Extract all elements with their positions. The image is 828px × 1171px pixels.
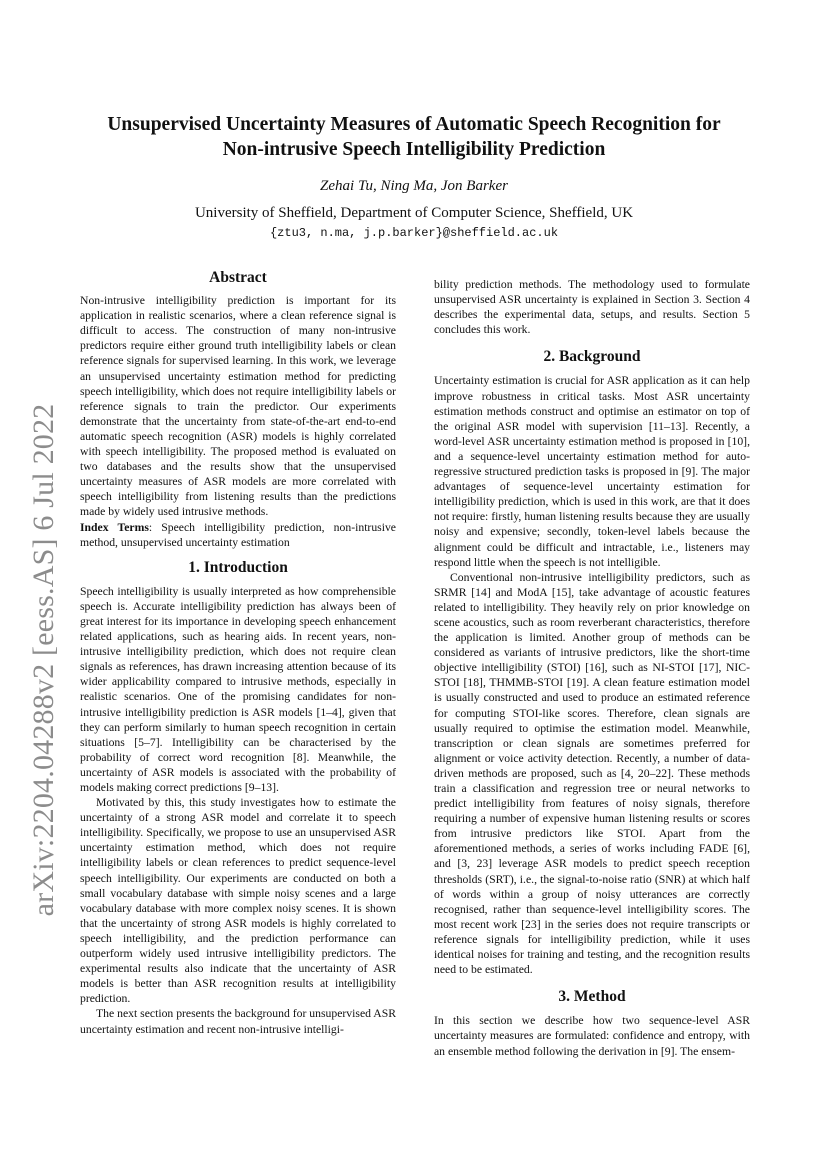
paper-title [80, 112, 748, 162]
paper-header [80, 112, 748, 240]
introduction-paragraph-1: Speech intelligibility is usually interpreted as how comprehensible speech is. Accurate intelligibility prediction has always been of great interest for its importance in developing speech enhancement related applications, such as hearing aids. In recent years, non-intrusive intelligibility prediction, which does not require clean signals as references, has drawn increasing attention because of its wider applicability compared to intrusive methods, especially in realistic scenarios. One of the promising candidates for non-intrusive intelligibility prediction is ASR models [1–4], given that they can perform similarly to human speech recognition in certain situations [5–7]. Intelligibility can be characterised by the probability of correct word recognition [8]. Meanwhile, the uncertainty of ASR models is associated with the probability of models making correct predictions [9–13]. [80, 584, 396, 794]
authors: Zehai Tu, Ning Ma, Jon Barker [320, 178, 508, 194]
title-line-1: Unsupervised Uncertainty Measures of Automatic Speech Recognition for [107, 114, 721, 135]
background-heading: 2. Background [543, 348, 641, 366]
introduction-heading: 1. Introduction [188, 558, 288, 576]
introduction-continuation: bility prediction methods. The methodology used to formulate unsupervised ASR uncertainty is explained in Section 3. Section 4 describes the experimental data, setups, and results. Section 5 concludes this work. [434, 278, 750, 337]
affiliation: University of Sheffield, Department of Computer Science, Sheffield, UK [194, 205, 634, 221]
arxiv-sidebar [20, 370, 68, 950]
method-heading: 3. Method [558, 988, 626, 1006]
background-paragraph-1: Uncertainty estimation is crucial for ASR application as it can help improve robustness in critical tasks. Most ASR uncertainty estimation methods construct and optimise an estimator on top of the original ASR model with supervision [11–13]. Recently, a word-level ASR uncertainty estimation method is proposed in [10], and a sequence-level uncertainty estimation method for auto-regressive structured prediction tasks is proposed in [9]. The major advantages of sequence-level uncertainty estimation for intelligibility prediction, which is used in this work, are that it does not require: firstly, human listening results because they are usually noisy and expensive; secondly, token-level labels because the alignment could be difficult and intractable, i.e., listeners may respond little when the speech is not intelligible. [434, 374, 750, 569]
index-terms [80, 520, 396, 550]
abstract-text: Non-intrusive intelligibility prediction is important for its application in realistic scenarios, where a clean reference signal is difficult to access. The construction of many non-intrusive predictors require either ground truth intelligibility labels or clean reference signals for supervised learning. In this work, we leverage an unsupervised uncertainty estimation method for predicting speech intelligibility, which does not require intelligibility labels or reference signals to train the predictor. Our experiments demonstrate that the uncertainty from state-of-the-art end-to-end automatic speech recognition (ASR) models is highly correlated with speech intelligibility. The proposed method is evaluated on two databases and the results show that the unsupervised uncertainty measures of ASR models are more correlated with speech intelligibility from listening results than the predictions made by widely used intrusive methods. [80, 294, 396, 519]
abstract-heading: Abstract [209, 269, 267, 286]
arxiv-identifier: arXiv:2204.04288v2 [eess.AS] 6 Jul 2022 [27, 403, 60, 917]
index-terms-label: Index Terms [80, 520, 149, 534]
index-terms-text: : Speech intelligibility prediction, non-intrusive method, unsupervised uncertainty estimation [80, 520, 396, 549]
introduction-paragraph-2: Motivated by this, this study investigates how to estimate the uncertainty of a strong ASR model and correlate it to speech intelligibility. Specifically, we propose to use an unsupervised ASR uncertainty estimation method, which does not require intelligibility labels or clean references to predict sequence-level speech intelligibility. Our experiments are conducted on both a small vocabulary database with simple noisy scenes and a large vocabulary database with more complex noisy scenes. It is shown that the uncertainty of strong ASR models is highly correlated to speech intelligibility, and the prediction performance can outperform widely used intrusive intelligibility predictors. The experimental results also indicate that the uncertainty of ASR models is better than ASR recognition results at intelligibility prediction. [80, 796, 396, 1006]
right-column [434, 277, 750, 1059]
background-paragraph-2: Conventional non-intrusive intelligibility predictors, such as SRMR [14] and ModA [15], take advantage of acoustic features related to intelligibility. They heavily rely on prior knowledge on scene acoustics, such as room reverberant characteristics, therefore the application is limited. Another group of methods can be considered as variants of intrusive predictors, like the short-time objective intelligibility (STOI) [16], such as NI-STOI [17], NIC-STOI [18], THMMB-STOI [19]. A clean feature estimation model is usually constructed and used to produce an estimated reference for computing STOI-like scores. Therefore, clean signals are usually required to optimise the estimation model. Meanwhile, transcription or clean signals are sometimes preferred for alignment or voice activity detection. Recently, a number of data-driven methods are proposed, such as [4, 20–22]. These methods train a classification and regression tree or neural networks to predict intelligibility from features of noisy signals, therefore requiring a number of expensive human listening results or scores from intrusive predictors like STOI. Apart from the aforementioned methods, a series of works including FADE [6], and [3, 23] leverage ASR models to predict speech reception thresholds (SRT), i.e., the signal-to-noise ratio (SNR) at which half of words within a group of noisy utterances are correctly recognised, rather than sequence-level intelligibility scores. The most recent work [23] in the series does not require transcripts or reference signals for intelligibility prediction, while it uses identical noises for training and testing, and the recognition results need to be estimated. [434, 570, 750, 977]
introduction-paragraph-3: The next section presents the background for unsupervised ASR uncertainty estimation and recent non-intrusive intelligi- [80, 1007, 396, 1036]
left-column [80, 270, 396, 1037]
method-paragraph-1: In this section we describe how two sequence-level ASR uncertainty measures are formulated: confidence and entropy, with an ensemble method following the derivation in [9]. The ensem- [434, 1014, 750, 1058]
author-emails: {ztu3, n.ma, j.p.barker}@sheffield.ac.uk [269, 226, 559, 240]
title-line-2: Non-intrusive Speech Intelligibility Prediction [222, 139, 606, 160]
